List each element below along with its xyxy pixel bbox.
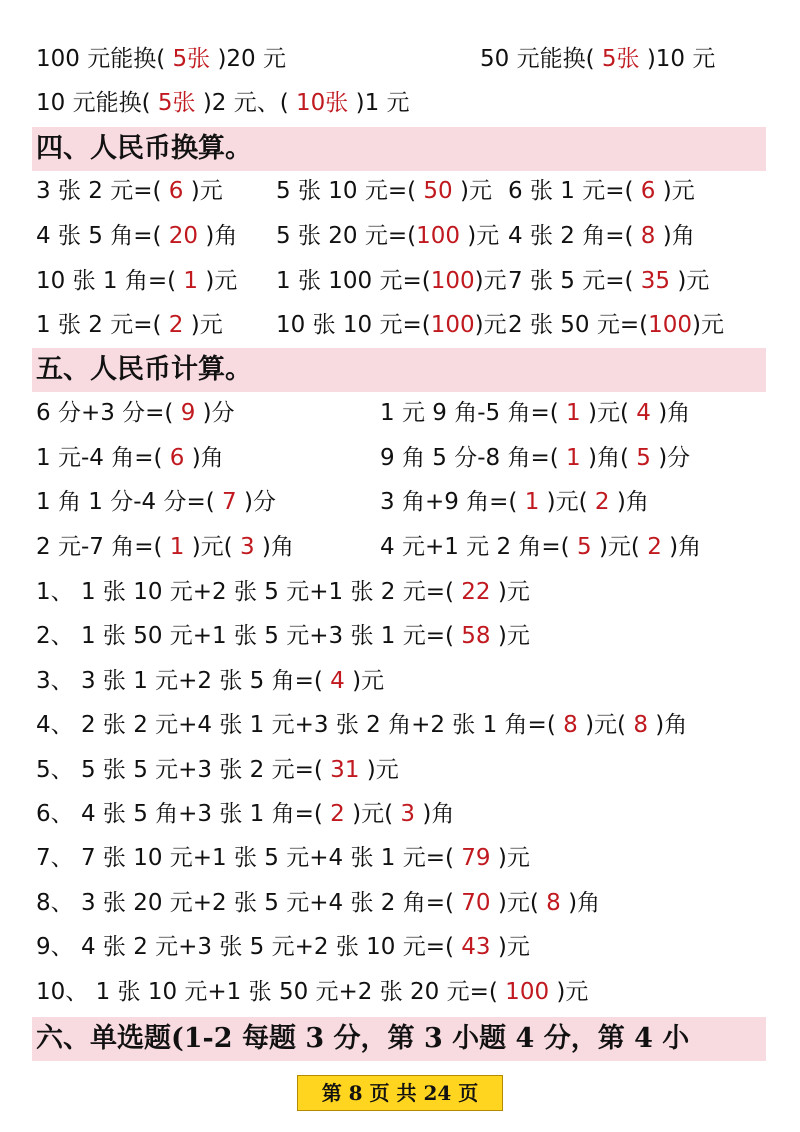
answer: 8 (555, 712, 586, 738)
answer: 5张 (594, 46, 647, 72)
answer: 5 (628, 445, 659, 471)
answer: 8 (538, 890, 569, 916)
answer: 4 (628, 400, 659, 426)
answer: 6 (161, 178, 191, 204)
calc-item-2: 2、 1 张 50 元+1 张 5 元+3 张 1 元=( 58 )元 (36, 623, 530, 649)
answer: 100 (648, 312, 692, 338)
answer: 10张 (288, 90, 356, 116)
calc-item-4: 4、 2 张 2 元+4 张 1 元+3 张 2 角+2 张 1 角=( 8 )元( 8 )角 (36, 712, 688, 738)
calc-item-1: 1、 1 张 10 元+2 张 5 元+1 张 2 元=( 22 )元 (36, 579, 530, 605)
answer: 79 (453, 845, 498, 871)
calc-item-8: 8、 3 张 20 元+2 张 5 元+4 张 2 角=( 70 )元( 8 )角 (36, 890, 601, 916)
answer: 2 (322, 801, 353, 827)
section-4-title: 四、人民币换算。 (36, 133, 252, 164)
answer: 2 (161, 312, 191, 338)
answer: 2 (639, 534, 670, 560)
conversion-row: 4 张 5 角=( 20 )角 5 张 20 元=(100 )元 4 张 2 角=( 8 )角 (36, 223, 695, 249)
answer: 7 (214, 489, 244, 515)
calc-item-3: 3、 3 张 1 元+2 张 5 角=( 4 )元 (36, 668, 385, 694)
answer: 6 (162, 445, 192, 471)
answer: 1 (162, 534, 192, 560)
page-number-badge: 第 8 页 共 24 页 (297, 1075, 503, 1111)
answer: 3 (232, 534, 262, 560)
answer: 2 (587, 489, 617, 515)
exchange-row-2: 10 元能换( 5张 )2 元、( 10张 )1 元 (36, 90, 410, 116)
calc-pair-row: 6 分+3 分=( 9 )分 1 元 9 角-5 角=( 1 )元( 4 )角 (36, 400, 691, 426)
exchange-row-1 (36, 44, 715, 74)
exchange-item: 100 元能换( 5张 )20 元 (36, 46, 287, 72)
answer: 1 (517, 489, 547, 515)
calc-item-9: 9、 4 张 2 元+3 张 5 元+2 张 10 元=( 43 )元 (36, 934, 530, 960)
answer: 22 (453, 579, 498, 605)
calc-item-5: 5、 5 张 5 元+3 张 2 元=( 31 )元 (36, 757, 399, 783)
answer: 50 (416, 178, 460, 204)
answer: 100 (430, 268, 475, 294)
calc-item-6: 6、 4 张 5 角+3 张 1 角=( 2 )元( 3 )角 (36, 801, 455, 827)
answer: 1 (176, 268, 206, 294)
conversion-row: 3 张 2 元=( 6 )元 5 张 10 元=( 50 )元 6 张 1 元=( 6 )元 (36, 178, 695, 204)
calc-pair-row: 1 元-4 角=( 6 )角 9 角 5 分-8 角=( 1 )角( 5 )分 (36, 445, 691, 471)
exchange-item: 50 元能换( 5张 )10 元 (480, 46, 716, 72)
answer: 58 (453, 623, 498, 649)
answer: 5 (569, 534, 599, 560)
answer: 5张 (165, 46, 218, 72)
answer: 3 (393, 801, 423, 827)
conversion-row: 10 张 1 角=( 1 )元 1 张 100 元=(100)元 7 张 5 元=( 35 )元 (36, 268, 710, 294)
answer: 6 (633, 178, 663, 204)
answer: 5张 (150, 90, 203, 116)
answer: 1 (558, 445, 588, 471)
calc-pair-row: 2 元-7 角=( 1 )元( 3 )角 4 元+1 元 2 角=( 5 )元( 2 )角 (36, 534, 702, 560)
answer: 100 (430, 312, 475, 338)
answer: 9 (173, 400, 203, 426)
section-6-title: 六、单选题(1-2 每题 3 分，第 3 小题 4 分，第 4 小 (36, 1023, 690, 1054)
answer: 20 (161, 223, 206, 249)
answer: 100 (416, 223, 468, 249)
answer: 31 (322, 757, 367, 783)
answer: 43 (453, 934, 498, 960)
answer: 4 (322, 668, 353, 694)
answer: 70 (453, 890, 498, 916)
calc-item-10: 10、 1 张 10 元+1 张 50 元+2 张 20 元=( 100 )元 (36, 979, 589, 1005)
section-5-title: 五、人民币计算。 (36, 354, 252, 385)
answer: 35 (633, 268, 678, 294)
conversion-row: 1 张 2 元=( 2 )元 10 张 10 元=(100)元 2 张 50 元=(100)元 (36, 312, 724, 338)
answer: 8 (633, 223, 663, 249)
answer: 1 (558, 400, 588, 426)
answer: 8 (626, 712, 656, 738)
calc-pair-row: 1 角 1 分-4 分=( 7 )分 3 角+9 角=( 1 )元( 2 )角 (36, 489, 649, 515)
answer: 100 (497, 979, 557, 1005)
calc-item-7: 7、 7 张 10 元+1 张 5 元+4 张 1 元=( 79 )元 (36, 845, 530, 871)
